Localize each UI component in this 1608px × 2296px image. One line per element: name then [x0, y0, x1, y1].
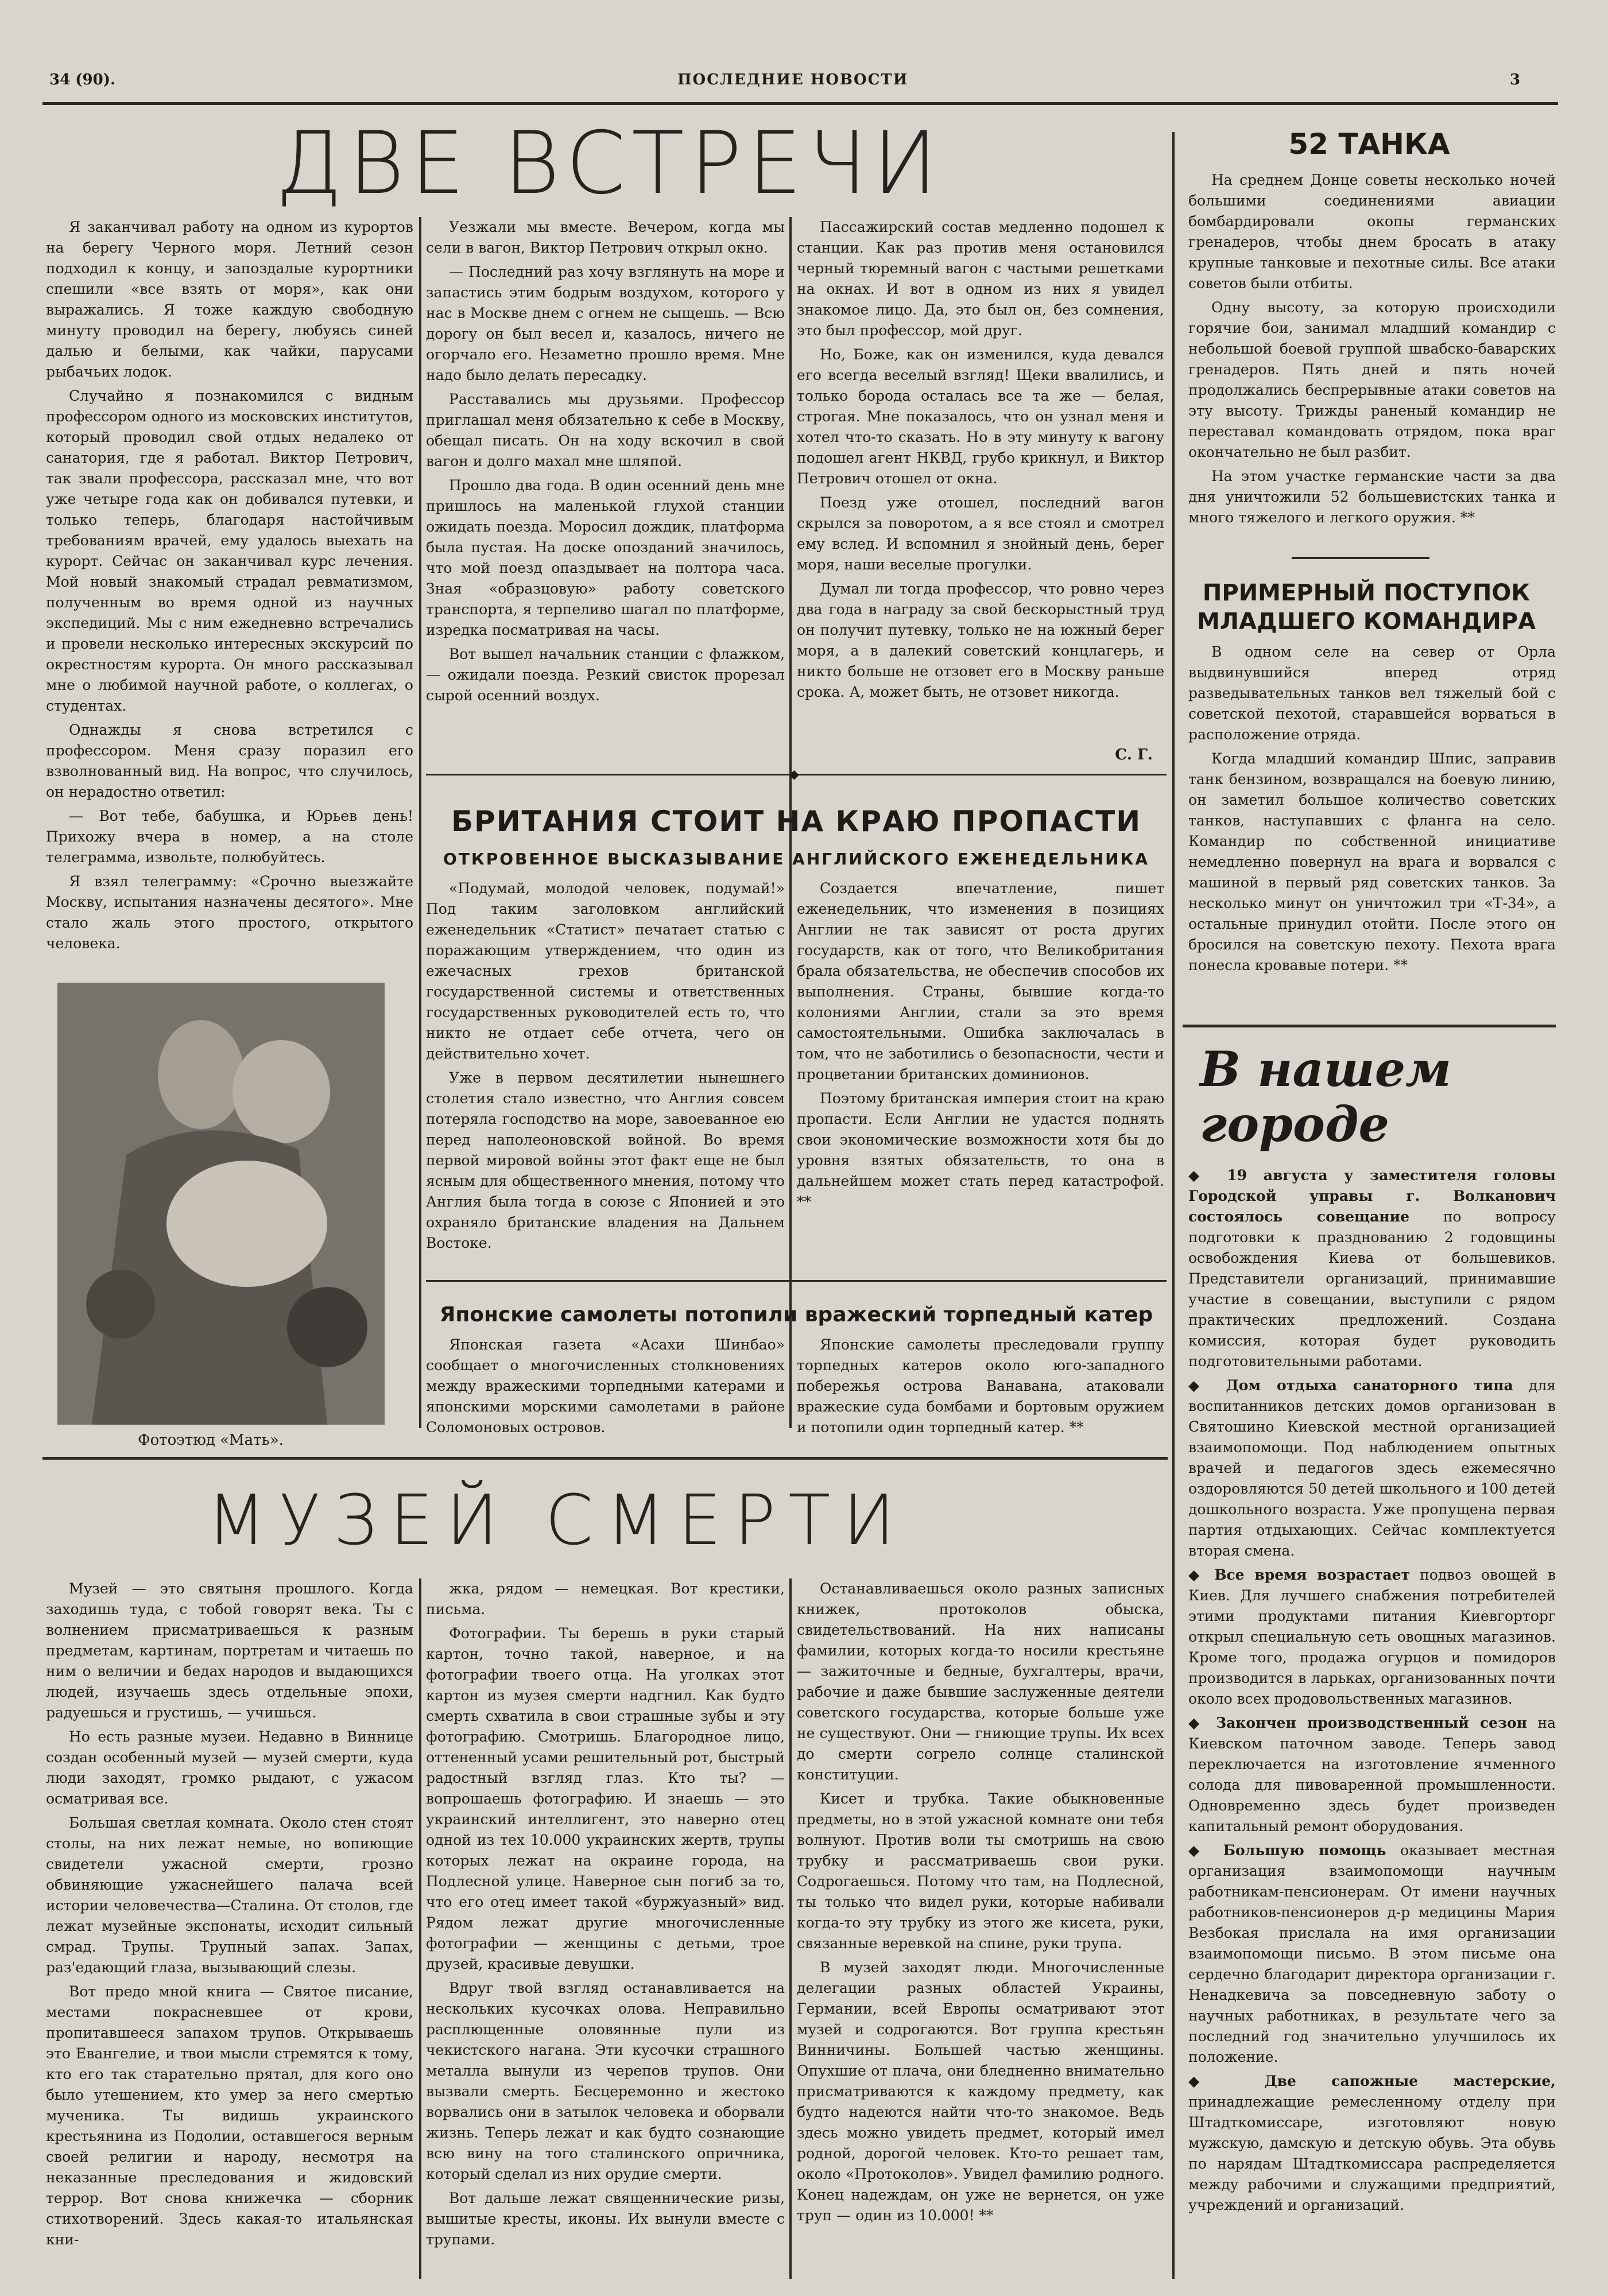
museum-col1-p4: Вот предо мной книга — Святое писание, местами покрасневшее от крови, пропитавшееся запахом трупов. Открываешь это Евангелие, и твои мысли стремятся к тому, кто его так старательно прятал, для кого оно было утешением, кто умер за него смертью мученика. Ты видишь украинского крестьянина из Подолии, оставшегося верным своей религии и народу, несмотря на неказанные преследования и жидовский террор. Вот снова книжечка — сборник стихотворений. Здесь какая-то итальянская кни- — [46, 1983, 413, 2248]
section-rule — [1292, 557, 1429, 559]
museum-col2-p2: Фотографии. Ты берешь в руки старый картон, точно такой, наверное, и на фотографии твоего отца. На уголках этот картон из музея смерти надгнил. Как будто смерть схватила в свои страшные зубы и эту фотографию. Смотришь. Благородное лицо, оттененный усами решительный рот, быстрый радостный взгляд глаз. Кто ты? — вопрошаешь фотографию. И знаешь — это украинский интеллигент, это наверно отец одной из тех 10.000 украинских жертв, трупы которых лежат на окраине города, на Подлесной улице. Наверное сын погиб за то, что его отец имеет такой «буржуазный» вид. Рядом лежат другие многочисленные фотографии — женщины с детьми, трое друзей, красивые девушки. — [426, 1625, 785, 1972]
japan-col1-text: Японская газета «Асахи Шинбао» сообщает о многочисленных столкновениях между вражескими торпедными катерами и японскими морскими самолетами в районе Соломоновых островов. — [426, 1336, 785, 1436]
japan-col2-text: Японские самолеты преследовали группу торпедных катеров около юго-западного побережья острова Ванавана, атаковали вражеские суда бомбами и бортовым оружием и потопили один торпедный катер. ** — [797, 1336, 1164, 1436]
column-divider — [789, 1578, 792, 2279]
museum-col2 — [426, 1578, 785, 2285]
commander-p2: Когда младший командир Шпис, заправив танк бензином, возвращался на боевую линию, он заметил большое количество советских танков, наступавших с фланга на село. Командир по собственной инициативе немедленно повернул на врага и ворвался с машиной в первый ряд советских танков. За несколько минут он уничтожил три «Т-34», а остальные принудил отойти. После этого он бросился на советскую пехоту. Пехота врага понесла кровавые потери. ** — [1188, 750, 1556, 974]
japan-col2 — [797, 1335, 1164, 1449]
city-news-item: ◆ Дом отдыха санаторного типа для воспитанников детских домов организован в Святошино Киевской местной организацией взаимопомощи. Под наблюдением опытных врачей и педагогов здесь ежемесячно оздоровляются 50 детей школьного и 100 детей дошкольного возраста. Уже пропущена первая партия отдыхающих. Сейчас комплектуется вторая смена. — [1188, 1377, 1556, 1559]
meetings-col1-p2: Случайно я познакомился с видным профессором одного из московских институтов, который проводил свой отдых недалеко от санатория, где я работал. Виктор Петрович, так звали профессора, рассказал мне, что вот уже четыре года как он добивался путевки, и только теперь, благодаря настойчивым требованиям врачей, ему удалось выехать на курорт. Сейчас он заканчивал курс лечения. Мой новый знакомый страдал ревматизмом, полученным во время одной из научных экспедиций. Мы с ним ежедневно встречались и провели несколько интересных экскурсий по окрестностям курорта. Он много рассказывал мне о любимой научной работе, о коллегах, о студентах. — [46, 387, 413, 714]
britain-col1-p2: Уже в первом десятилетии нынешнего столетия стало известно, что Англия совсем потеряла господство на море, завоеванное ею перед наполеоновской войной. Во время первой мировой войны этот факт еще не был ясным для общественного мнения, потому что Англия была тогда в союзе с Японией и это охраняло британские владения на Дальнем Востоке. — [426, 1069, 785, 1251]
commander-p1: В одном селе на север от Орла выдвинувшийся вперед отряд разведывательных танков вел тяжелый бой с советской пехотой, старавшейся ворваться в расположение отряда. — [1188, 643, 1556, 743]
city-news-heading: В нашем городе — [1200, 1041, 1452, 1153]
meetings-col2-p5: Вот вышел начальник станции с флажком, — ожидали поезда. Резкий свисток прорезал сырой осенний воздух. — [426, 646, 785, 704]
city-news-item: ◆ Все время возрастает подвоз овощей в Киев. Для лучшего снабжения потребителей этими продуктами питания Киевгорторг открыл специальную сеть овощных магазинов. Кроме того, продажа огурцов и помидоров производится в ларьках, организованных почти около всех продовольственных магазинов. — [1188, 1566, 1556, 1707]
header-rule — [42, 102, 1558, 105]
meetings-col2-p2: — Последний раз хочу взглянуть на море и запастись этим бодрым воздухом, которого у нас в Москве днем с огнем не сыщешь. — Всю дорогу он был весел и, казалось, ничего не огорчало его. Незаметно прошло время. Мне надо было делать пересадку. — [426, 263, 785, 383]
museum-col2-p4: Вот дальше лежат священнические ризы, вышитые кресты, иконы. Их вынули вместе с трупами. — [426, 2190, 785, 2248]
meetings-col3-p1: Пассажирский состав медленно подошел к станции. Как раз против меня остановился черный тюремный вагон с частыми решетками на окнах. И вот в одном из них я увидел знакомое лицо. Да, это был он, без сомнения, это был профессор, мой друг. — [797, 219, 1164, 339]
city-news-item: ◆ Две сапожные мастерские, принадлежащие ремесленному отделу при Штадткомиссаре, изготовляют новую мужскую, дамскую и детскую обувь. Эта обувь по нарядам Штадткомиссара распределяется между рабочими и служащими предприятий, учреждений и организаций. — [1188, 2073, 1556, 2213]
museum-col2-p1: жка, рядом — немецкая. Вот крестики, письма. — [426, 1580, 785, 1618]
meetings-col1-p3: Однажды я снова встретился с профессором. Меня сразу поразил его взволнованный вид. На вопрос, что случилось, он нерадостно ответил: — [46, 722, 413, 800]
museum-col1-p2: Но есть разные музеи. Недавно в Виннице создан особенный музей — музей смерти, куда люди заходят, громко рыдают, с ужасом осматривая все. — [46, 1728, 413, 1807]
tanks-p3: На этом участке германские части за два дня уничтожили 52 большевистских танка и много тяжелого и легкого оружия. ** — [1188, 468, 1556, 526]
museum-col1-p1: Музей — это святыня прошлого. Когда заходишь туда, с тобой говорят века. Ты с волнением присматриваешься к разным предметам, картинам, портретам и читаешь по ним о величии и бедах народов и выдающихся людей, изучаешь здесь отдельные эпохи, радуешься и грустишь, — учишься. — [46, 1580, 413, 1721]
meetings-col3-p4: Думал ли тогда профессор, что ровно через два года в награду за свой бескорыстный труд он получит путевку, только не на южный берег моря, а в далекий советский концлагерь, и никто больше не отзовет его в Москву раньше срока. А, может быть, не отзовет никогда. — [797, 580, 1164, 700]
city-news-list — [1188, 1165, 1556, 2279]
museum-col3 — [797, 1578, 1164, 2285]
section-rule — [1183, 1025, 1556, 1027]
museum-title: МУЗЕЙ СМЕРТИ — [207, 1481, 908, 1561]
newspaper-name: ПОСЛЕДНИЕ НОВОСТИ — [677, 71, 909, 88]
museum-col1-p3: Большая светлая комната. Около стен стоят столы, на них лежат немые, но вопиющие свидетели ужасной смерти, грозно обвиняющие ужаснейшего палача всей истории человечества—Сталина. От столов, где лежат музейные экспонаты, исходит сильный смрад. Трупы. Трупный запах. Запах, раз'едающий глаза, вызывающий слезы. — [46, 1814, 413, 1976]
city-news-item: ◆ Закончен производственный сезон на Киевском паточном заводе. Теперь завод переключается на изготовление ячменного солода для пивоваренной промышленности. Одновременно здесь будет произведен капитальный ремонт оборудования. — [1188, 1715, 1556, 1835]
city-news-item: ◆ 19 августа у заместителя головы Городской управы г. Волканович состоялось совещание по вопросу подготовки к празднованию 2 годовщины освобождения Киева от большевиков. Представители организаций, принимавшие участие в совещании, выступили с рядом практических предложений. Создана комиссия, которая будет руководить подготовительными работами. — [1188, 1167, 1556, 1370]
meetings-col1-p5: Я взял телеграмму: «Срочно выезжайте Москву, испытания назначены десятого». Мне стало жаль этого простого, открытого человека. — [46, 873, 413, 952]
meetings-col3 — [797, 217, 1164, 757]
britain-col2-p1: Создается впечатление, пишет еженедельник, что изменения в позициях Англии не так зависят от роста других государств, как от того, что Великобритания брала обязательства, не обеспечив способов их выполнения. Страны, бывшие когда-то колониями Англии, стали за это время самостоятельными. Ошибка заключалась в том, что не заботились о безопасности, чести и процветании британских доминионов. — [797, 880, 1164, 1083]
britain-col1 — [426, 878, 785, 1269]
meetings-col3-p2: Но, Боже, как он изменился, куда девался его всегда веселый взгляд! Щеки ввалились, и только борода осталась все та же — белая, строгая. Мне показалось, что он узнал меня и хотел что-то сказать. Но в эту минуту к вагону подошел агент НКВД, грубо крикнул, и Виктор Петрович отошел от окна. — [797, 346, 1164, 487]
tanks-p2: Одну высоту, за которую происходили горячие бои, занимал младший командир с небольшой боевой группой швабско-баварских гренадеров. Пять дней и пять ночей продолжались беспрерывные атаки советов на эту высоту. Трижды раненый командир не переставал командовать отрядом, пока враг окончательно не был разбит. — [1188, 299, 1556, 460]
britain-col2-p2: Поэтому британская империя стоит на краю пропасти. Если Англии не удастся поднять свои экономические возможности хотя бы до уровня взятых обязательств, то она в дальнейшем может стать перед катастрофой. ** — [797, 1090, 1164, 1210]
meetings-signature: С. Г. — [1115, 746, 1153, 763]
photo-mother — [57, 983, 385, 1425]
britain-col1-p1: «Подумай, молодой человек, подумай!» Под таким заголовком английский еженедельник «Статист» печатает статью с поражающим утверждением, что один из ежечасных грехов британской государственной системы и ответственных государственных руководителей есть то, что никто не отдает себе отчета, чего он действительно хочет. — [426, 880, 785, 1062]
japan-col1 — [426, 1335, 785, 1449]
commander-text — [1188, 642, 1556, 1021]
right-column-divider — [1172, 132, 1175, 2279]
britain-subtitle: ОТКРОВЕННОЕ ВЫСКАЗЫВАНИЕ АНГЛИЙСКОГО ЕЖЕНЕДЕЛЬНИКА — [443, 850, 1150, 868]
section-rule — [42, 1457, 1168, 1460]
tanks-p1: На среднем Донце советы несколько ночей большими соединениями авиации бомбардировали окопы германских гренадеров, чтобы днем бросать в атаку крупные танковые и пехотные силы. Все атаки советов были отбиты. — [1188, 172, 1556, 292]
britain-title: БРИТАНИЯ СТОИТ НА КРАЮ ПРОПАСТИ — [451, 805, 1142, 838]
commander-title: ПРИМЕРНЫЙ ПОСТУПОК МЛАДШЕГО КОМАНДИРА — [1196, 580, 1536, 635]
photo-image — [57, 983, 385, 1425]
column-divider — [419, 1578, 421, 2279]
section-rule — [426, 1280, 1167, 1282]
japan-title: Японские самолеты потопили вражеский торпедный катер — [439, 1303, 1153, 1327]
meetings-col2-p4: Прошло два года. В один осенний день мне пришлось на маленькой глухой станции ожидать поезда. Моросил дождик, платформа была пустая. На доске опозданий значилось, что мой поезд опаздывает на полтора часа. Зная «образцовую» работу советского транспорта, я терпеливо шагал по платформе, изредка посматривая на часы. — [426, 477, 785, 638]
museum-col2-p3: Вдруг твой взгляд останавливается на нескольких кусочках олова. Неправильно расплющенные оловянные пули из чекистского нагана. Эти кусочки страшного металла вынули из черепов трупов. Они вызвали смерть. Бесцеремонно и жестоко ворвались они в затылок человека и оборвали жизнь. Теперь лежат и как будто сознающие всю вину на того сталинского опричника, который сделал из них орудие смерти. — [426, 1980, 785, 2182]
meetings-col2 — [426, 217, 785, 757]
meetings-col1-p1: Я заканчивал работу на одном из курортов на берегу Черного моря. Летний сезон подходил к концу, и запоздалые курортники спешили «все взять от моря», как они выражались. Я тоже каждую свободную минуту проводил на берегу, любуясь синей далью и белыми, как чайки, парусами рыбачьих лодок. — [46, 219, 413, 380]
museum-col1 — [46, 1578, 413, 2285]
britain-col2 — [797, 878, 1164, 1269]
meetings-title: ДВЕ ВСТРЕЧИ — [276, 114, 944, 214]
page-number: 3 — [1510, 71, 1521, 88]
tanks-title: 52 ТАНКА — [1288, 127, 1450, 161]
column-divider — [419, 217, 421, 1428]
museum-col3-p1: Останавливаешься около разных записных книжек, протоколов обыска, свидетельствований. На них написаны фамилии, которых когда-то носили крестьяне — зажиточные и бедные, бухгалтеры, врачи, рабочие и даже бывшие заслуженные деятели советского государства, которые больше уже не существуют. Они — гниющие трупы. Их всех до смерти согрело солнце сталинской конституции. — [797, 1580, 1164, 1783]
meetings-col2-p1: Уезжали мы вместе. Вечером, когда мы сели в вагон, Виктор Петрович открыл окно. — [426, 219, 785, 256]
meetings-col1 — [46, 217, 413, 957]
museum-col3-p3: В музей заходят люди. Многочисленные делегации разных областей Украины, Германии, всей Европы осматривают этот музей и содрогаются. Вот группа крестьян Винничины. Большей частью женщины. Опухшие от плача, они бледненно внимательно присматриваются к каждому предмету, как будто надеются найти что-то знакомое. Ведь здесь можно увидеть предмет, который имел родной, дорогой человек. Кто-то решает там, около «Протоколов». Увидел фамилию родного. Конец надеждам, он уже не вернется, он уже труп — один из 10.000! ** — [797, 1959, 1164, 2224]
museum-col3-p2: Кисет и трубка. Такие обыкновенные предметы, но в этой ужасной комнате они тебя волнуют. Против воли ты смотришь на свою трубку и рассматриваешь свои руки. Содрогаешься. Потому что там, на Подлесной, ты только что видел руки, которые набивали когда-то эту трубку из этого же кисета, руки, связанные веревкой на спине, руки трупа. — [797, 1790, 1164, 1952]
meetings-col2-p3: Расставались мы друзьями. Профессор приглашал меня обязательно к себе в Москву, обещал писать. Он на ходу вскочил в свой вагон и долго махал мне шляпой. — [426, 391, 785, 470]
ornament-diamond: ◆ — [789, 767, 799, 782]
city-news-item: ◆ Большую помощь оказывает местная организация взаимопомощи научным работникам-пенсионерам. От имени научных работников-пенсионеров д-р медицины Мария Везбокая прислала на имя организации взаимопомощи письмо. В этом письме она сердечно благодарит директора организации г. Ненадкевича за повседневную заботу о научных работниках, в результате чего за последний год значительно улучшилось их положение. — [1188, 1842, 1556, 2065]
tanks-text — [1188, 170, 1556, 537]
meetings-col1-p4: — Вот тебе, бабушка, и Юрьев день! Прихожу вчера в номер, а на столе телеграмма, извольте, полюбуйтесь. — [46, 808, 413, 866]
page-issue-number: 34 (90). — [49, 71, 116, 88]
photo-caption: Фотоэтюд «Мать». — [138, 1432, 284, 1449]
meetings-col3-p3: Поезд уже отошел, последний вагон скрылся за поворотом, а я все стоял и смотрел ему вслед. И вспомнил я знойный день, берег моря, наши веселые прогулки. — [797, 494, 1164, 573]
